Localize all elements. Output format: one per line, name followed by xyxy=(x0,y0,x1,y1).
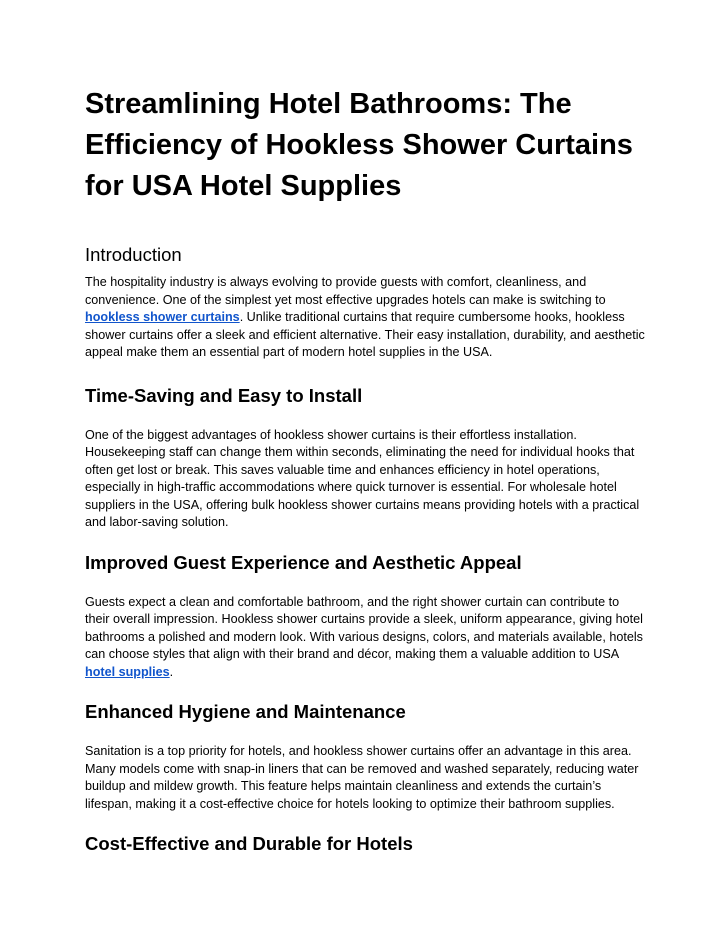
section-paragraph-guest-experience xyxy=(85,594,645,682)
document-title: Streamlining Hotel Bathrooms: The Efficiency of Hookless Shower Curtains for USA Hotel Supplies xyxy=(85,88,633,202)
section-paragraph-introduction xyxy=(85,274,645,362)
hookless-shower-curtains-link[interactable]: hookless shower curtains xyxy=(85,310,240,324)
document-page xyxy=(85,84,645,855)
section-heading-cost-effective: Cost-Effective and Durable for Hotels xyxy=(85,833,413,854)
paragraph-text: Guests expect a clean and comfortable bathroom, and the right shower curtain can contribute to their overall impression. Hookless shower curtains provide a sleek, uniform appearance, giving hotel bathrooms a polished and modern look. With various designs, colors, and materials available, hotels can choose styles that align with their brand and décor, making them a valuable addition to USA xyxy=(85,594,643,661)
hotel-supplies-link[interactable]: hotel supplies xyxy=(85,664,170,679)
section-heading-hygiene: Enhanced Hygiene and Maintenance xyxy=(85,701,406,722)
paragraph-text: . Unlike traditional curtains that require cumbersome hooks, hookless shower curtains offer a sleek and efficient alternative. Their easy installation, durability, and aesthetic appeal make them an essential part of modern hotel supplies in the USA. xyxy=(85,310,645,359)
paragraph-text: The hospitality industry is always evolving to provide guests with comfort, cleanliness, and convenience. One of the simplest yet most effective upgrades hotels can make is switching to xyxy=(85,275,606,307)
section-paragraph-time-saving: One of the biggest advantages of hookless shower curtains is their effortless installation. Housekeeping staff can change them within seconds, eliminating the need for individual hooks that often get lost or break. This saves valuable time and enhances efficiency in hotel operations, especially in high-traffic accommodations where quick turnover is essential. For wholesale hotel suppliers in the USA, offering bulk hookless shower curtains means providing hotels with a practical and labor-saving solution. xyxy=(85,427,640,529)
section-heading-guest-experience: Improved Guest Experience and Aesthetic Appeal xyxy=(85,551,522,573)
section-heading-time-saving: Time-Saving and Easy to Install xyxy=(85,384,363,406)
paragraph-text: . xyxy=(169,664,174,679)
section-paragraph-hygiene: Sanitation is a top priority for hotels, and hookless shower curtains offer an advantage in this area. Many models come with snap-in liners that can be removed and washed separately, reducing water buildup and mildew growth. This feature helps maintain cleanliness and extends the curtain’s lifespan, making it a cost-effective choice for hotels looking to optimize their bathroom supplies. xyxy=(85,744,639,811)
section-heading-introduction: Introduction xyxy=(85,244,182,265)
